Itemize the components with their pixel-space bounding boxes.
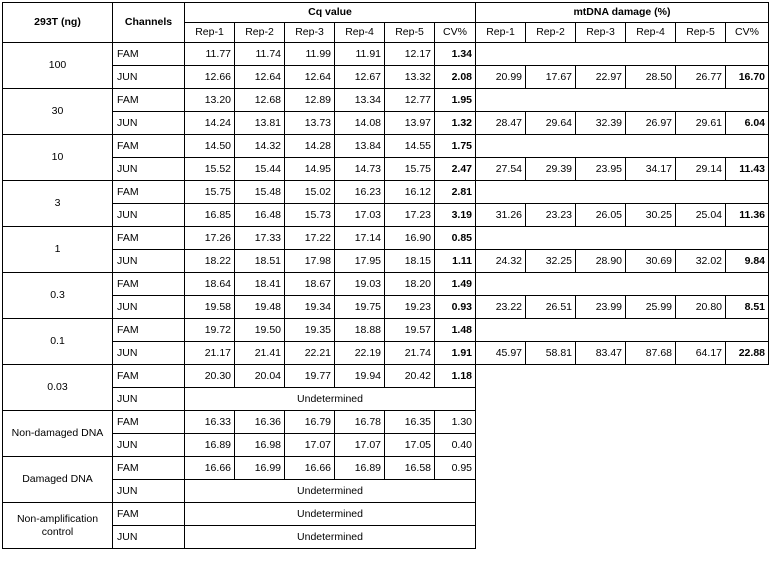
cq-cell: 21.74 <box>385 342 435 365</box>
cq-cell: 12.68 <box>235 89 285 112</box>
header-rep: Rep-2 <box>526 23 576 43</box>
cv-cell: 1.75 <box>435 135 476 158</box>
channel-fam: FAM <box>113 503 185 526</box>
damage-cell: 23.95 <box>576 158 626 181</box>
cq-cell: 19.75 <box>335 296 385 319</box>
header-rep: CV% <box>435 23 476 43</box>
damage-cell: 32.39 <box>576 112 626 135</box>
cq-cell: 15.48 <box>235 181 285 204</box>
cq-cell: 20.04 <box>235 365 285 388</box>
cq-cell: 12.67 <box>335 66 385 89</box>
cq-cell: 19.77 <box>285 365 335 388</box>
damage-cell: 87.68 <box>626 342 676 365</box>
cq-cell: 12.17 <box>385 43 435 66</box>
damage-cell: 64.17 <box>676 342 726 365</box>
cq-cell: 11.74 <box>235 43 285 66</box>
damage-cell: 31.26 <box>476 204 526 227</box>
channel-fam: FAM <box>113 457 185 480</box>
cq-cell: 14.28 <box>285 135 335 158</box>
channel-jun: JUN <box>113 296 185 319</box>
channel-fam: FAM <box>113 411 185 434</box>
cq-cell: 16.89 <box>335 457 385 480</box>
damage-cell: 27.54 <box>476 158 526 181</box>
cq-cell: 16.33 <box>185 411 235 434</box>
cv-cell: 2.81 <box>435 181 476 204</box>
cq-cell: 22.19 <box>335 342 385 365</box>
damage-cell: 26.51 <box>526 296 576 319</box>
cq-cell: 16.98 <box>235 434 285 457</box>
cq-cell: 18.67 <box>285 273 335 296</box>
damage-cell: 32.02 <box>676 250 726 273</box>
header-rep: Rep-4 <box>626 23 676 43</box>
cq-cell: 17.22 <box>285 227 335 250</box>
cq-cell: 15.73 <box>285 204 335 227</box>
cq-cell: 14.32 <box>235 135 285 158</box>
cq-cell: 13.20 <box>185 89 235 112</box>
cq-cell: 19.48 <box>235 296 285 319</box>
cq-cell: 19.50 <box>235 319 285 342</box>
channel-fam: FAM <box>113 89 185 112</box>
damage-empty <box>476 181 769 204</box>
cq-cell: 14.24 <box>185 112 235 135</box>
channel-jun: JUN <box>113 388 185 411</box>
sample-label: Non-amplification control <box>3 503 113 549</box>
header-293t: 293T (ng) <box>3 3 113 43</box>
cq-cell: 17.07 <box>285 434 335 457</box>
undetermined-cell: Undetermined <box>185 503 476 526</box>
cq-cell: 17.07 <box>335 434 385 457</box>
damage-cell: 29.64 <box>526 112 576 135</box>
undetermined-cell: Undetermined <box>185 480 476 503</box>
cq-cell: 19.72 <box>185 319 235 342</box>
channel-jun: JUN <box>113 250 185 273</box>
cq-cell: 20.30 <box>185 365 235 388</box>
cv-cell: 2.08 <box>435 66 476 89</box>
cq-cell: 11.77 <box>185 43 235 66</box>
cq-cell: 12.66 <box>185 66 235 89</box>
cq-cell: 15.75 <box>185 181 235 204</box>
cq-cell: 18.88 <box>335 319 385 342</box>
cq-cell: 18.64 <box>185 273 235 296</box>
sample-label: 10 <box>3 135 113 181</box>
cq-cell: 16.78 <box>335 411 385 434</box>
header-rep: Rep-5 <box>676 23 726 43</box>
damage-cv-cell: 11.36 <box>726 204 769 227</box>
blank-region <box>476 365 769 549</box>
cq-cell: 18.51 <box>235 250 285 273</box>
sample-label: 0.03 <box>3 365 113 411</box>
cq-cell: 11.99 <box>285 43 335 66</box>
cq-cell: 14.08 <box>335 112 385 135</box>
damage-empty <box>476 319 769 342</box>
damage-cell: 32.25 <box>526 250 576 273</box>
cq-cell: 12.77 <box>385 89 435 112</box>
cq-cell: 14.73 <box>335 158 385 181</box>
cv-cell: 1.49 <box>435 273 476 296</box>
cq-cell: 19.58 <box>185 296 235 319</box>
cq-cell: 17.23 <box>385 204 435 227</box>
channel-jun: JUN <box>113 342 185 365</box>
cq-cell: 17.26 <box>185 227 235 250</box>
cq-cell: 18.22 <box>185 250 235 273</box>
cq-cell: 1.30 <box>435 411 476 434</box>
cq-cell: 16.23 <box>335 181 385 204</box>
cv-cell: 2.47 <box>435 158 476 181</box>
cq-cell: 20.42 <box>385 365 435 388</box>
sample-label: 0.3 <box>3 273 113 319</box>
cv-cell: 1.34 <box>435 43 476 66</box>
header-mtdna-damage: mtDNA damage (%) <box>476 3 769 23</box>
damage-cv-cell: 11.43 <box>726 158 769 181</box>
damage-cell: 23.23 <box>526 204 576 227</box>
damage-cell: 20.99 <box>476 66 526 89</box>
sample-label: 3 <box>3 181 113 227</box>
channel-fam: FAM <box>113 135 185 158</box>
damage-empty <box>476 43 769 66</box>
cq-cell: 12.64 <box>235 66 285 89</box>
header-rep: Rep-2 <box>235 23 285 43</box>
header-rep: Rep-1 <box>476 23 526 43</box>
cq-cell: 19.23 <box>385 296 435 319</box>
channel-fam: FAM <box>113 273 185 296</box>
cq-cell: 17.98 <box>285 250 335 273</box>
channel-jun: JUN <box>113 66 185 89</box>
damage-cell: 23.99 <box>576 296 626 319</box>
damage-cell: 25.99 <box>626 296 676 319</box>
cq-cell: 14.95 <box>285 158 335 181</box>
damage-cell: 20.80 <box>676 296 726 319</box>
channel-jun: JUN <box>113 526 185 549</box>
header-rep: Rep-4 <box>335 23 385 43</box>
damage-cell: 28.50 <box>626 66 676 89</box>
cq-cell: 18.15 <box>385 250 435 273</box>
cq-cell: 15.02 <box>285 181 335 204</box>
damage-cell: 83.47 <box>576 342 626 365</box>
cv-cell: 1.48 <box>435 319 476 342</box>
cq-cell: 21.17 <box>185 342 235 365</box>
cq-cell: 16.58 <box>385 457 435 480</box>
cq-cell: 16.85 <box>185 204 235 227</box>
damage-empty <box>476 135 769 158</box>
sample-label: 1 <box>3 227 113 273</box>
cq-cell: 13.97 <box>385 112 435 135</box>
damage-cell: 24.32 <box>476 250 526 273</box>
header-cq-value: Cq value <box>185 3 476 23</box>
cq-cell: 16.36 <box>235 411 285 434</box>
header-rep: CV% <box>726 23 769 43</box>
damage-empty <box>476 227 769 250</box>
cq-cell: 17.95 <box>335 250 385 273</box>
cq-cell: 18.41 <box>235 273 285 296</box>
damage-cell: 34.17 <box>626 158 676 181</box>
cq-cell: 19.34 <box>285 296 335 319</box>
cq-cell: 13.34 <box>335 89 385 112</box>
damage-cv-cell: 9.84 <box>726 250 769 273</box>
cv-cell: 3.19 <box>435 204 476 227</box>
channel-fam: FAM <box>113 365 185 388</box>
damage-cell: 58.81 <box>526 342 576 365</box>
damage-cell: 26.77 <box>676 66 726 89</box>
cq-cell: 19.03 <box>335 273 385 296</box>
cv-cell: 1.18 <box>435 365 476 388</box>
sample-label: 100 <box>3 43 113 89</box>
cq-cell: 19.35 <box>285 319 335 342</box>
cq-cell: 15.75 <box>385 158 435 181</box>
channel-jun: JUN <box>113 112 185 135</box>
cq-cell: 16.66 <box>185 457 235 480</box>
damage-cv-cell: 6.04 <box>726 112 769 135</box>
sample-label: Non-damaged DNA <box>3 411 113 457</box>
damage-cv-cell: 22.88 <box>726 342 769 365</box>
cv-cell: 0.85 <box>435 227 476 250</box>
damage-cell: 29.14 <box>676 158 726 181</box>
damage-cv-cell: 16.70 <box>726 66 769 89</box>
channel-jun: JUN <box>113 204 185 227</box>
damage-cell: 29.39 <box>526 158 576 181</box>
channel-fam: FAM <box>113 181 185 204</box>
damage-cell: 23.22 <box>476 296 526 319</box>
sample-label: 0.1 <box>3 319 113 365</box>
damage-cell: 17.67 <box>526 66 576 89</box>
cq-cell: 17.05 <box>385 434 435 457</box>
cq-cell: 13.84 <box>335 135 385 158</box>
header-rep: Rep-5 <box>385 23 435 43</box>
cq-cell: 17.33 <box>235 227 285 250</box>
cq-cell: 16.48 <box>235 204 285 227</box>
cq-cell: 13.73 <box>285 112 335 135</box>
cv-cell: 1.11 <box>435 250 476 273</box>
cv-cell: 1.32 <box>435 112 476 135</box>
channel-fam: FAM <box>113 43 185 66</box>
cq-cell: 14.55 <box>385 135 435 158</box>
header-rep: Rep-1 <box>185 23 235 43</box>
cq-cell: 14.50 <box>185 135 235 158</box>
header-rep: Rep-3 <box>285 23 335 43</box>
cq-cell: 16.79 <box>285 411 335 434</box>
cq-cell: 16.66 <box>285 457 335 480</box>
channel-jun: JUN <box>113 158 185 181</box>
cv-cell: 0.93 <box>435 296 476 319</box>
cq-cell: 16.99 <box>235 457 285 480</box>
undetermined-cell: Undetermined <box>185 388 476 411</box>
cq-cell: 12.89 <box>285 89 335 112</box>
cq-cell: 21.41 <box>235 342 285 365</box>
cq-cell: 11.91 <box>335 43 385 66</box>
sample-label: Damaged DNA <box>3 457 113 503</box>
cq-cell: 17.14 <box>335 227 385 250</box>
cq-cell: 16.12 <box>385 181 435 204</box>
damage-cell: 29.61 <box>676 112 726 135</box>
damage-cell: 30.69 <box>626 250 676 273</box>
cq-cell: 16.35 <box>385 411 435 434</box>
sample-label: 30 <box>3 89 113 135</box>
undetermined-cell: Undetermined <box>185 526 476 549</box>
channel-fam: FAM <box>113 319 185 342</box>
cq-cell: 13.81 <box>235 112 285 135</box>
cv-cell: 1.95 <box>435 89 476 112</box>
header-rep: Rep-3 <box>576 23 626 43</box>
cq-cell: 17.03 <box>335 204 385 227</box>
cq-cell: 16.90 <box>385 227 435 250</box>
channel-fam: FAM <box>113 227 185 250</box>
damage-cell: 45.97 <box>476 342 526 365</box>
cq-cell: 15.44 <box>235 158 285 181</box>
damage-cell: 22.97 <box>576 66 626 89</box>
damage-empty <box>476 273 769 296</box>
damage-cell: 26.05 <box>576 204 626 227</box>
cq-cell: 15.52 <box>185 158 235 181</box>
cq-mtdna-damage-table <box>2 2 769 549</box>
cq-cell: 16.89 <box>185 434 235 457</box>
damage-cell: 30.25 <box>626 204 676 227</box>
cq-cell: 19.57 <box>385 319 435 342</box>
cq-cell: 18.20 <box>385 273 435 296</box>
damage-cv-cell: 8.51 <box>726 296 769 319</box>
damage-cell: 25.04 <box>676 204 726 227</box>
channel-jun: JUN <box>113 434 185 457</box>
cq-cell: 0.95 <box>435 457 476 480</box>
damage-empty <box>476 89 769 112</box>
damage-cell: 28.90 <box>576 250 626 273</box>
header-channels: Channels <box>113 3 185 43</box>
cv-cell: 1.91 <box>435 342 476 365</box>
channel-jun: JUN <box>113 480 185 503</box>
damage-cell: 28.47 <box>476 112 526 135</box>
cq-cell: 13.32 <box>385 66 435 89</box>
cq-cell: 22.21 <box>285 342 335 365</box>
cq-cell: 19.94 <box>335 365 385 388</box>
damage-cell: 26.97 <box>626 112 676 135</box>
cq-cell: 12.64 <box>285 66 335 89</box>
cq-cell: 0.40 <box>435 434 476 457</box>
